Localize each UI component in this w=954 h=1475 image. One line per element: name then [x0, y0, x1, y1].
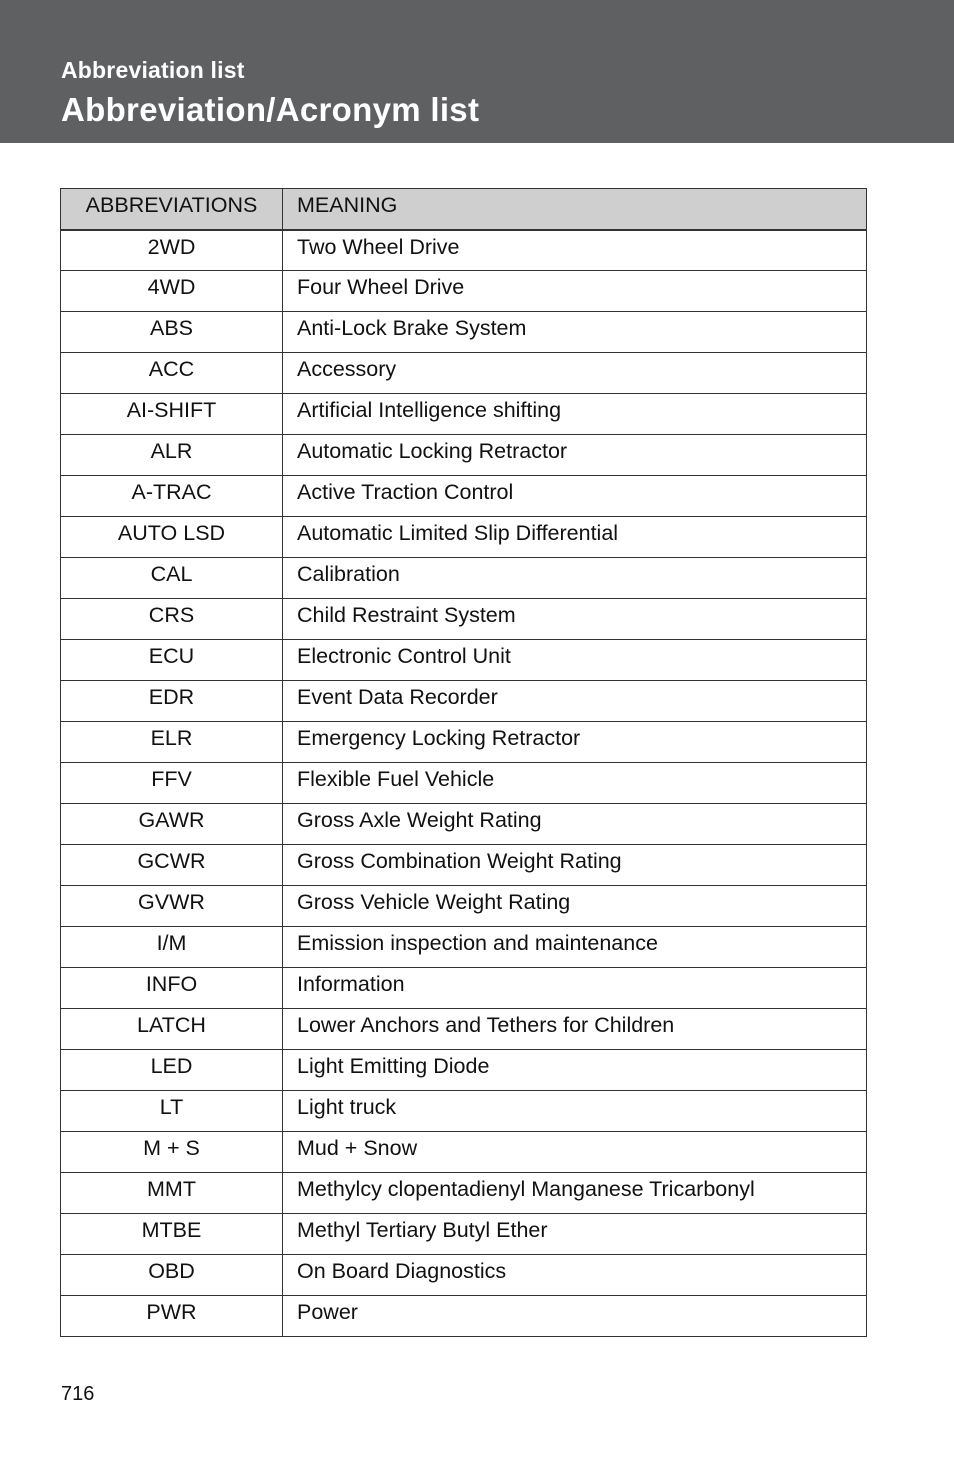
table-row	[61, 271, 867, 312]
table-row	[61, 1132, 867, 1173]
table-row	[61, 845, 867, 886]
meaning-cell: Electronic Control Unit	[283, 640, 867, 681]
table-row	[61, 353, 867, 394]
table-row	[61, 927, 867, 968]
page-header	[0, 0, 954, 143]
table-row	[61, 558, 867, 599]
abbreviation-cell: GCWR	[61, 845, 283, 886]
page-number: 716	[61, 1383, 95, 1405]
page-title: Abbreviation/Acronym list	[61, 91, 480, 128]
meaning-cell: Light Emitting Diode	[283, 1050, 867, 1091]
table-row	[61, 1091, 867, 1132]
meaning-cell: Gross Combination Weight Rating	[283, 845, 867, 886]
abbreviation-cell: MMT	[61, 1173, 283, 1214]
table-header-row	[61, 189, 867, 230]
table-row	[61, 230, 867, 271]
table-row	[61, 312, 867, 353]
abbreviation-cell: LT	[61, 1091, 283, 1132]
abbreviation-cell: ABS	[61, 312, 283, 353]
abbreviation-cell: EDR	[61, 681, 283, 722]
table-row	[61, 804, 867, 845]
table-row	[61, 1173, 867, 1214]
meaning-cell: Artificial Intelligence shifting	[283, 394, 867, 435]
abbreviation-cell: AUTO LSD	[61, 517, 283, 558]
table-row	[61, 640, 867, 681]
abbreviation-cell: I/M	[61, 927, 283, 968]
table-row	[61, 1009, 867, 1050]
meaning-cell: Anti-Lock Brake System	[283, 312, 867, 353]
meaning-cell: Child Restraint System	[283, 599, 867, 640]
meaning-cell: Automatic Limited Slip Differential	[283, 517, 867, 558]
table-row	[61, 681, 867, 722]
meaning-cell: Mud + Snow	[283, 1132, 867, 1173]
meaning-cell: On Board Diagnostics	[283, 1255, 867, 1296]
table-row	[61, 1255, 867, 1296]
abbreviation-cell: FFV	[61, 763, 283, 804]
table-row	[61, 394, 867, 435]
meaning-cell: Lower Anchors and Tethers for Children	[283, 1009, 867, 1050]
table-row	[61, 722, 867, 763]
meaning-cell: Four Wheel Drive	[283, 271, 867, 312]
meaning-cell: Methylcy clopentadienyl Manganese Tricarbonyl	[283, 1173, 867, 1214]
table-row	[61, 968, 867, 1009]
section-title: Abbreviation list	[61, 57, 245, 83]
meaning-cell: Event Data Recorder	[283, 681, 867, 722]
meaning-cell: Emergency Locking Retractor	[283, 722, 867, 763]
table-body	[61, 230, 867, 1337]
table-row	[61, 599, 867, 640]
abbreviation-cell: INFO	[61, 968, 283, 1009]
meaning-cell: Gross Axle Weight Rating	[283, 804, 867, 845]
meaning-cell: Flexible Fuel Vehicle	[283, 763, 867, 804]
meaning-cell: Emission inspection and maintenance	[283, 927, 867, 968]
meaning-cell: Automatic Locking Retractor	[283, 435, 867, 476]
abbreviation-cell: MTBE	[61, 1214, 283, 1255]
abbreviation-cell: GAWR	[61, 804, 283, 845]
abbreviation-cell: 4WD	[61, 271, 283, 312]
abbreviation-cell: M + S	[61, 1132, 283, 1173]
abbreviation-cell: LATCH	[61, 1009, 283, 1050]
abbreviation-cell: PWR	[61, 1296, 283, 1337]
meaning-cell: Information	[283, 968, 867, 1009]
meaning-cell: Two Wheel Drive	[283, 230, 867, 271]
table-row	[61, 1050, 867, 1091]
meaning-cell: Power	[283, 1296, 867, 1337]
table-row	[61, 1214, 867, 1255]
abbreviation-cell: 2WD	[61, 230, 283, 271]
table-row	[61, 435, 867, 476]
abbreviation-cell: ECU	[61, 640, 283, 681]
meaning-cell: Calibration	[283, 558, 867, 599]
abbreviation-cell: ACC	[61, 353, 283, 394]
meaning-cell: Active Traction Control	[283, 476, 867, 517]
abbreviation-cell: AI-SHIFT	[61, 394, 283, 435]
table-row	[61, 1296, 867, 1337]
abbreviation-cell: CAL	[61, 558, 283, 599]
abbreviation-cell: CRS	[61, 599, 283, 640]
meaning-cell: Light truck	[283, 1091, 867, 1132]
abbreviation-cell: LED	[61, 1050, 283, 1091]
table-row	[61, 517, 867, 558]
abbreviation-cell: OBD	[61, 1255, 283, 1296]
abbreviation-cell: ELR	[61, 722, 283, 763]
column-header-abbreviations: ABBREVIATIONS	[61, 189, 283, 230]
meaning-cell: Methyl Tertiary Butyl Ether	[283, 1214, 867, 1255]
meaning-cell: Accessory	[283, 353, 867, 394]
abbreviation-cell: ALR	[61, 435, 283, 476]
column-header-meaning: MEANING	[283, 189, 867, 230]
abbreviation-cell: GVWR	[61, 886, 283, 927]
abbreviation-table	[60, 188, 867, 1337]
table-row	[61, 886, 867, 927]
table-row	[61, 763, 867, 804]
abbreviation-cell: A-TRAC	[61, 476, 283, 517]
meaning-cell: Gross Vehicle Weight Rating	[283, 886, 867, 927]
table-row	[61, 476, 867, 517]
